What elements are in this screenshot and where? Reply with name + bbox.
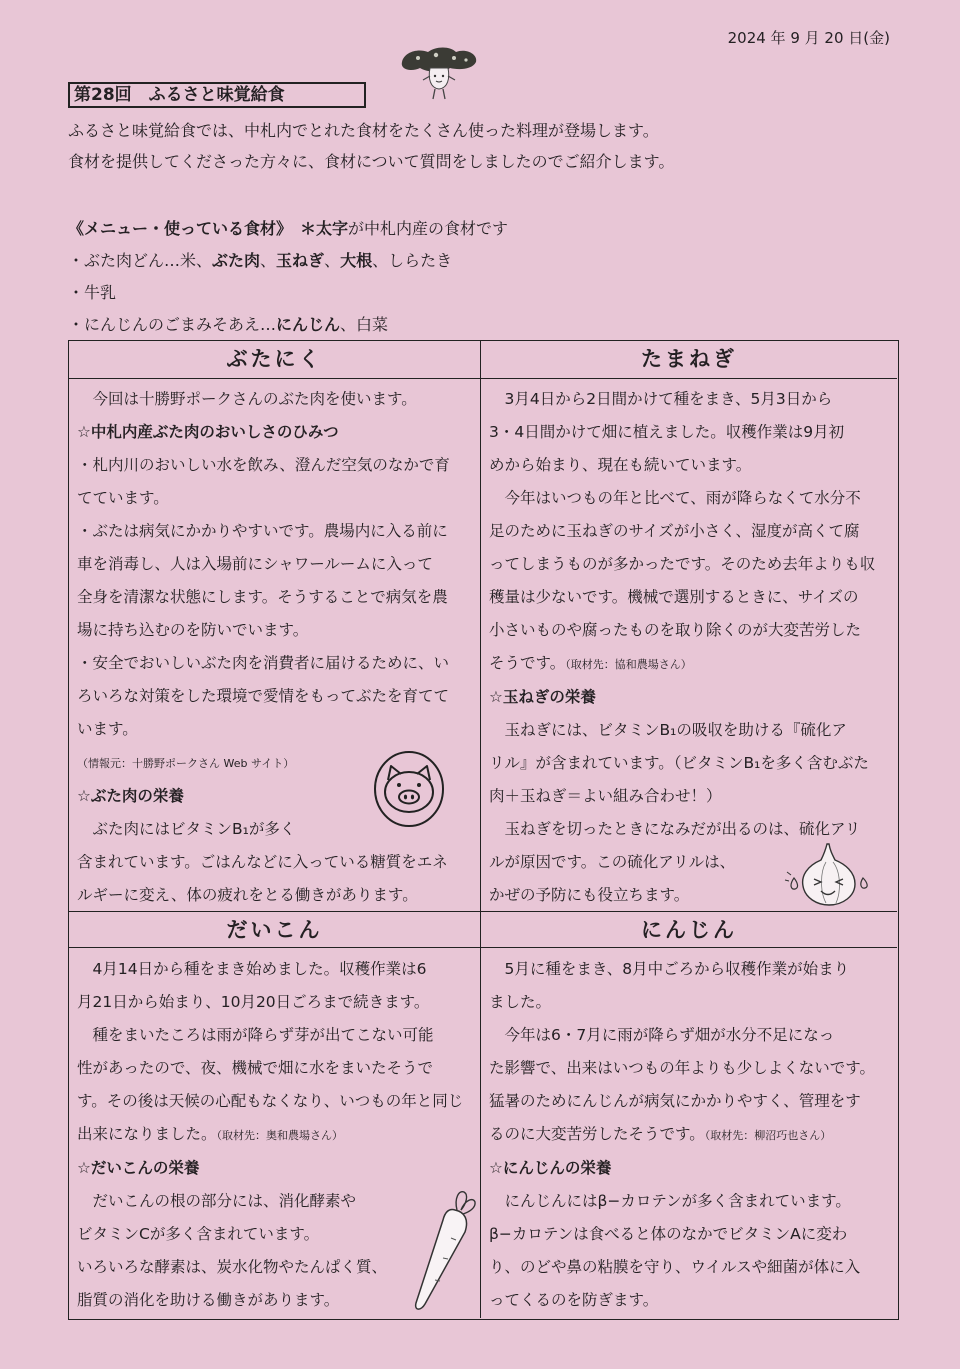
text-segment: だいこんの根の部分には、消化酵素や: [77, 1192, 357, 1210]
text-segment: ・牛乳: [68, 283, 117, 302]
source-note: （情報元：十勝野ポークさん Web サイト）: [77, 757, 295, 770]
text-line: [489, 953, 897, 986]
text-line: [68, 277, 508, 309]
text-line: [77, 515, 480, 548]
text-segment: ってくるのを防ぎます。: [489, 1291, 659, 1309]
text-segment: 種をまいたころは雨が降らず芽が出てこない可能: [77, 1026, 434, 1044]
mascot-icon: [396, 42, 482, 102]
text-segment: ぶた肉にはビタミンB₁が多く: [77, 820, 296, 838]
text-line: [489, 780, 897, 813]
text-segment: 今年は6・7月に雨が降らず畑が水分不足になっ: [489, 1026, 835, 1044]
menu-list: [68, 213, 508, 341]
text-segment: ・安全でおいしいぶた肉を消費者に届けるために、い: [77, 654, 450, 672]
section-body-tamanegi: [481, 379, 897, 912]
text-line: [77, 1019, 480, 1052]
text-line: [489, 548, 897, 581]
text-segment: 全身を清潔な状態にします。そうすることで病気を農: [77, 588, 448, 606]
text-segment: [284, 219, 300, 238]
text-segment: 玉ねぎには、ビタミンB₁の吸収を助ける『硫化ア: [489, 721, 847, 739]
source-note: （取材先：奥和農場さん）: [216, 1129, 344, 1142]
text-segment: めから始まり、現在も続いています。: [489, 456, 752, 474]
subheading: ☆ぶた肉の栄養: [77, 787, 184, 805]
local-ingredient: 大根: [340, 251, 373, 270]
intro-text: [68, 115, 674, 177]
subheading: ☆玉ねぎの栄養: [489, 688, 596, 706]
section-heading-tamanegi: たまねぎ: [481, 341, 897, 379]
text-segment: 、: [324, 251, 341, 270]
text-segment: ビタミンCが多く含まれています。: [77, 1225, 320, 1243]
text-line: [77, 846, 480, 879]
text-segment: 含まれています。ごはんなどに入っている糖質をエネ: [77, 853, 448, 871]
local-ingredient: 玉ねぎ: [276, 251, 325, 270]
text-line: [77, 647, 480, 680]
intro-line: ふるさと味覚給食では、中札内でとれた食材をたくさん使った料理が登場します。: [68, 121, 659, 140]
text-segment: ろいろな対策をした環境で愛情をもってぶたを育てて: [77, 687, 450, 705]
subheading: ☆中札内産ぶた肉のおいしさのひみつ: [77, 423, 339, 441]
text-segment: 3月4日から2日間かけて種をまき、5月3日から: [489, 390, 833, 408]
text-line: [68, 309, 508, 341]
text-segment: 足のために玉ねぎのサイズが小さく、湿度が高くて腐: [489, 522, 860, 540]
text-segment: す。その後は天候の心配もなくなり、いつもの年と同じ: [77, 1092, 464, 1110]
text-line: [77, 953, 480, 986]
text-line: [489, 449, 897, 482]
text-segment: 場に持ち込むのを防いでいます。: [77, 621, 309, 639]
section-text: [489, 383, 897, 912]
text-line: [489, 647, 897, 681]
daikon-icon: [399, 1188, 479, 1318]
issue-date: 2024 年 9 月 20 日(金): [727, 29, 890, 47]
text-line: [77, 713, 480, 746]
text-segment: が中札内産の食材です: [348, 219, 509, 238]
text-segment: いろいろな酵素は、炭水化物やたんぱく質、: [77, 1258, 388, 1276]
intro-line: 食材を提供してくださった方々に、食材について質問をしましたのでご紹介します。: [68, 152, 675, 171]
text-segment: 肉＋玉ねぎ＝よい組み合わせ！）: [489, 787, 722, 805]
text-segment: います。: [77, 720, 138, 738]
text-line: [77, 1118, 480, 1152]
text-segment: ・ぶた肉どん…米、: [68, 251, 213, 270]
section-body-daikon: [69, 948, 481, 1318]
text-line: [77, 482, 480, 515]
text-line: [77, 986, 480, 1019]
ingredient-grid: [68, 340, 899, 1320]
pig-face-icon: [371, 749, 447, 841]
text-line: [489, 1251, 897, 1284]
text-segment: 月21日から始まり、10月20日ごろまで続きます。: [77, 993, 430, 1011]
text-segment: 小さいものや腐ったものを取り除くのが大変苦労した: [489, 621, 862, 639]
text-line: [77, 1152, 480, 1185]
text-line: [489, 1052, 897, 1085]
text-line: [77, 548, 480, 581]
source-note: （取材先：協和農場さん）: [565, 658, 692, 671]
source-note: （取材先：柳沼巧也さん）: [704, 1129, 832, 1142]
text-segment: β−カロテンは食べると体のなかでビタミンAに変わ: [489, 1225, 848, 1243]
local-ingredient: にんじん: [276, 315, 341, 334]
text-line: [489, 581, 897, 614]
text-line: [77, 449, 480, 482]
section-heading-butaniku: ぶたにく: [69, 341, 481, 379]
text-segment: 、白菜: [340, 315, 389, 334]
text-segment: てています。: [77, 489, 169, 507]
text-segment: ・札内川のおいしい水を飲み、澄んだ空気のなかで育: [77, 456, 450, 474]
text-line: [489, 1152, 897, 1185]
text-segment: 性があったので、夜、機械で畑に水をまいたそうで: [77, 1059, 434, 1077]
text-line: [489, 383, 897, 416]
text-segment: かぜの予防にも役立ちます。: [489, 886, 690, 904]
text-line: [77, 581, 480, 614]
text-line: [489, 1185, 897, 1218]
section-body-ninjin: [481, 948, 897, 1318]
text-line: [68, 245, 508, 277]
text-segment: 、しらたき: [372, 251, 453, 270]
text-line: [77, 680, 480, 713]
text-segment: 4月14日から種をまき始めました。収穫作業は6: [77, 960, 427, 978]
text-segment: ました。: [489, 993, 552, 1011]
text-segment: 出来になりました。: [77, 1125, 217, 1143]
text-line: [77, 1085, 480, 1118]
text-segment: た影響で、出来はいつもの年よりも少しよくないです。: [489, 1059, 875, 1077]
text-segment: ・ぶたは病気にかかりやすいです。農場内に入る前に: [77, 522, 448, 540]
text-segment: 玉ねぎを切ったときになみだが出るのは、硫化アリ: [489, 820, 861, 838]
text-segment: 今年はいつもの年と比べて、雨が降らなくて水分不: [489, 489, 861, 507]
text-line: [77, 614, 480, 647]
text-line: [489, 1019, 897, 1052]
text-line: [489, 614, 897, 647]
text-line: [77, 1052, 480, 1085]
text-line: [489, 1118, 897, 1152]
local-ingredient: ＊太字: [300, 219, 349, 238]
section-body-butaniku: [69, 379, 481, 912]
text-segment: そうです。: [489, 654, 566, 672]
text-segment: ・にんじんのごまみそあえ…: [68, 315, 277, 334]
text-line: [489, 416, 897, 449]
subheading: ☆にんじんの栄養: [489, 1159, 612, 1177]
text-segment: 3・4日間かけて畑に植えました。収穫作業は9月初: [489, 423, 845, 441]
text-line: [489, 681, 897, 714]
section-text: [489, 953, 897, 1317]
text-line: [489, 714, 897, 747]
text-segment: り、のどや鼻の粘膜を守り、ウイルスや細菌が体に入: [489, 1258, 861, 1276]
text-line: [489, 1284, 897, 1317]
text-segment: 今回は十勝野ポークさんのぶた肉を使います。: [77, 390, 417, 408]
local-ingredient: 《メニュー・使っている食材》: [68, 219, 285, 238]
text-segment: るのに大変苦労したそうです。: [489, 1125, 705, 1143]
text-line: [489, 515, 897, 548]
text-segment: 5月に種をまき、8月中ごろから収穫作業が始まり: [489, 960, 850, 978]
onion-face-icon: [777, 842, 877, 912]
section-heading-daikon: だいこん: [69, 912, 481, 948]
text-segment: ルが原因です。この硫化アリルは、: [489, 853, 736, 871]
text-line: [489, 747, 897, 780]
text-line: [489, 986, 897, 1019]
text-line: [489, 1085, 897, 1118]
text-line: [68, 213, 508, 245]
text-segment: ルギーに変え、体の疲れをとる働きがあります。: [77, 886, 418, 904]
local-ingredient: ぶた肉: [212, 251, 261, 270]
text-line: [77, 879, 480, 912]
text-segment: 脂質の消化を助ける働きがあります。: [77, 1291, 340, 1309]
text-segment: ってしまうものが多かったです。そのため去年よりも収: [489, 555, 876, 573]
text-line: [489, 482, 897, 515]
text-segment: リル』が含まれています。（ビタミンB₁を多く含むぶた: [489, 754, 869, 772]
text-line: [77, 383, 480, 416]
text-segment: 車を消毒し、人は入場前にシャワールームに入って: [77, 555, 433, 573]
subheading: ☆だいこんの栄養: [77, 1159, 200, 1177]
section-heading-ninjin: にんじん: [481, 912, 897, 948]
text-segment: にんじんにはβ−カロテンが多く含まれています。: [489, 1192, 851, 1210]
page-title: 第28回 ふるさと味覚給食: [68, 82, 366, 108]
text-segment: 、: [260, 251, 277, 270]
text-segment: 猛暑のためにんじんが病気にかかりやすく、管理をす: [489, 1092, 861, 1110]
text-line: [77, 416, 480, 449]
text-line: [489, 1218, 897, 1251]
text-segment: 穫量は少ないです。機械で選別するときに、サイズの: [489, 588, 859, 606]
